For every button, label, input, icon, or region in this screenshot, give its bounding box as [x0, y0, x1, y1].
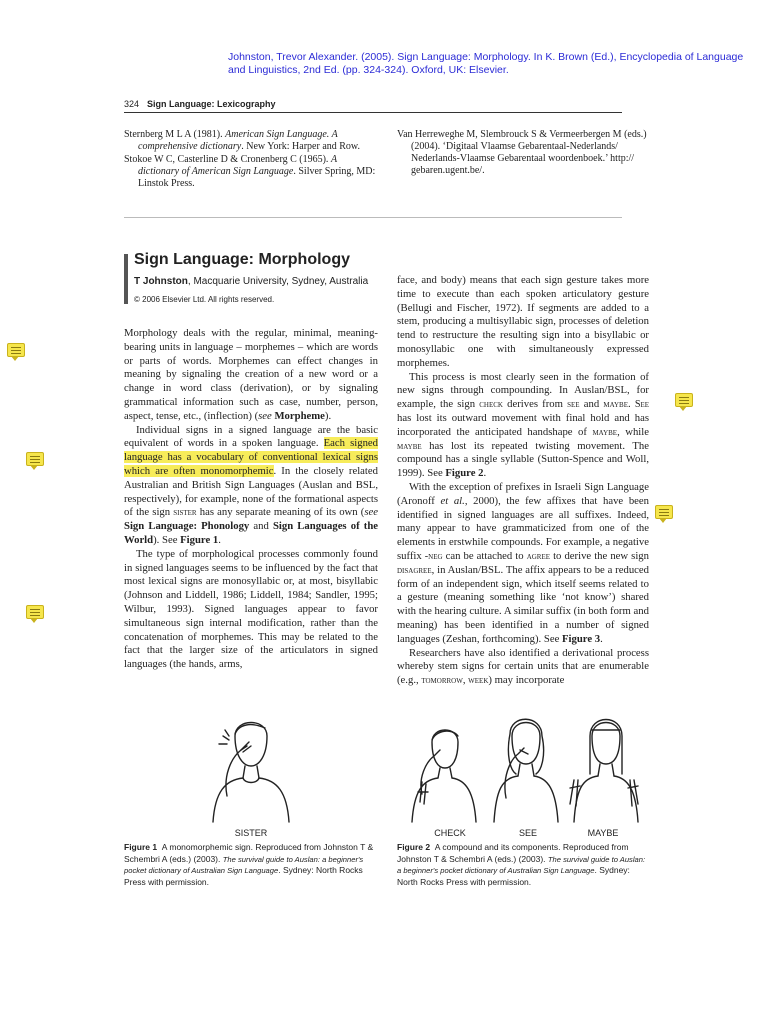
- author-name: T Johnston: [134, 276, 188, 287]
- figure2-illustration-maybe: [568, 714, 643, 827]
- figure1-illustration: [205, 712, 295, 827]
- reference-item: Sternberg M L A (1981). American Sign Language. A comprehensive dictionary. New York: Harper and Row.: [124, 129, 360, 152]
- body-column-left: [124, 327, 378, 672]
- sticky-note-icon[interactable]: [7, 343, 25, 357]
- figure2-sign-label-see: SEE: [518, 828, 537, 838]
- paragraph: Individual signs in a signed language are the basic equivalent of words in a spoken language. Each signed language has a vocabulary of conventional lexical signs which are often monomorphemic. In the closely related Australian and British Sign Languages (Auslan and BSL, respectively), for example, none of the formational aspects of the sign sister has any separate meaning of its own (see Sign Language: Phonology and Sign Languages of the World). See Figure 1.: [124, 423, 379, 546]
- figure1-sign-label: SISTER: [234, 828, 268, 838]
- figure2-caption: Figure 2 A compound and its components. Reproduced from Johnston T & Schembri A (eds.) (2003). The survival guide to Auslan: a beginner's pocket dictionary of Australian Sign Language. Sydney: North Rocks Press with permission.: [397, 842, 646, 887]
- page-number: 324: [124, 99, 140, 109]
- title-bar: [124, 254, 128, 304]
- sticky-note-icon[interactable]: [26, 452, 44, 466]
- paragraph: face, and body) means that each sign gesture takes more time to execute than each spoken articulatory gesture (Bellugi and Fischer, 1972). If segments are added to a stem, producing a multisyllabic sign, processes of deletion tend to restructure the resulting sign into a bisyllabic or monosyllabic one with simultaneously expressed morphemes.: [397, 274, 649, 369]
- byline: [134, 276, 368, 287]
- references-right: [397, 129, 649, 178]
- figure2-illustration-check: [408, 722, 478, 827]
- body-column-right: [397, 274, 649, 688]
- running-head-title: Sign Language: Lexicography: [147, 99, 276, 109]
- paragraph: This process is most clearly seen in the formation of new signs through compounding. In Auslan/BSL, for example, the sign check derives from see and maybe. See has lost its outward movement with final hold and has incorporated the anticipated handshape of maybe, while maybe has lost its repeated twisting movement. The compound has a single syllable (Sutton-Spence and Woll, 1999). See Figure 2.: [397, 370, 650, 480]
- sticky-note-icon[interactable]: [655, 505, 673, 519]
- references-left: [124, 129, 376, 191]
- section-rule: [124, 217, 622, 218]
- sticky-note-icon[interactable]: [26, 605, 44, 619]
- highlighted-text[interactable]: Each signed language has a vocabulary of conventional lexical signs which are often monomorphemic: [124, 437, 378, 477]
- citation-link[interactable]: Johnston, Trevor Alexander. (2005). Sign Language: Morphology. In K. Brown (Ed.), Encyclopedia of Language and Linguistics, 2nd Ed. (pp. 324-324). Oxford, UK: Elsevier.: [228, 51, 744, 76]
- header-rule: [124, 112, 622, 113]
- figure1-caption: Figure 1 A monomorphemic sign. Reproduced from Johnston T & Schembri A (eds.) (2003). The survival guide to Auslan: a beginner's pocket dictionary of Australian Sign Language. Sydney: North Rocks Press with permission.: [124, 842, 374, 887]
- figure2-sign-label-maybe: MAYBE: [587, 828, 619, 838]
- paragraph: Researchers have also identified a derivational process whereby stem signs for certain units that are enumerable (e.g., tomorrow, week) may incorporate: [397, 646, 649, 687]
- figure2-sign-label-check: CHECK: [434, 828, 466, 838]
- reference-item: Stokoe W C, Casterline D & Cronenberg C (1965). A dictionary of American Sign Language. Silver Spring, MD: Linstok Press.: [124, 154, 376, 189]
- figure2-illustration-see: [490, 714, 560, 827]
- reference-item: Van Herreweghe M, Slembrouck S & Vermeerbergen M (eds.) (2004). ‘Digitaal Vlaamse Gebarentaal-Nederlands/ Nederlands-Vlaamse Gebarentaal woordenboek.’ http:// gebaren.ugent.be/.: [397, 129, 647, 176]
- affiliation: , Macquarie University, Sydney, Australia: [187, 276, 369, 287]
- paragraph: Morphology deals with the regular, minimal, meaning-bearing units in language – morphemes – which are words or parts of words. Morphemes can effect changes in meaning by signaling the creation of a new word or a change in word class (derivation), or by signaling grammatical information such as case, number, person, aspect, tense, etc., (inflection) (see Morpheme).: [124, 327, 378, 422]
- article-title: Sign Language: Morphology: [134, 251, 350, 268]
- sticky-note-icon[interactable]: [675, 393, 693, 407]
- paragraph: With the exception of prefixes in Israeli Sign Language (Aronoff et al., 2000), the few affixes that have been identified in signed languages are all suffixes. Indeed, many appear to have grammaticized from one of the elements in erstwhile compounds. For example, a negative suffix -neg can be attached to agree to derive the new sign disagree, in Auslan/BSL. The affix appears to be a reduced form of an independent sign, which itself seems related to a gesture (meaning something like ‘not know’) shared with the hearing culture. A similar suffix (in both form and meaning) has been identified in a number of signed languages (Zeshan, forthcoming). See Figure 3.: [397, 480, 649, 645]
- copyright: © 2006 Elsevier Ltd. All rights reserved.: [134, 295, 275, 304]
- paragraph: The type of morphological processes commonly found in signed languages seems to be influenced by the fact that most lexical signs are monosyllabic or, at most, bisyllabic (Johnson and Liddell, 1986; Liddell, 1984; Sandler, 1995; Wilbur, 1993). Signed languages appear to favor simultaneous sign internal modification, rather than the concatenation of morphemes. This may be related to the fact that the larger size of the articulators in signed languages (the hands, arms,: [124, 547, 378, 671]
- running-head: [124, 99, 622, 109]
